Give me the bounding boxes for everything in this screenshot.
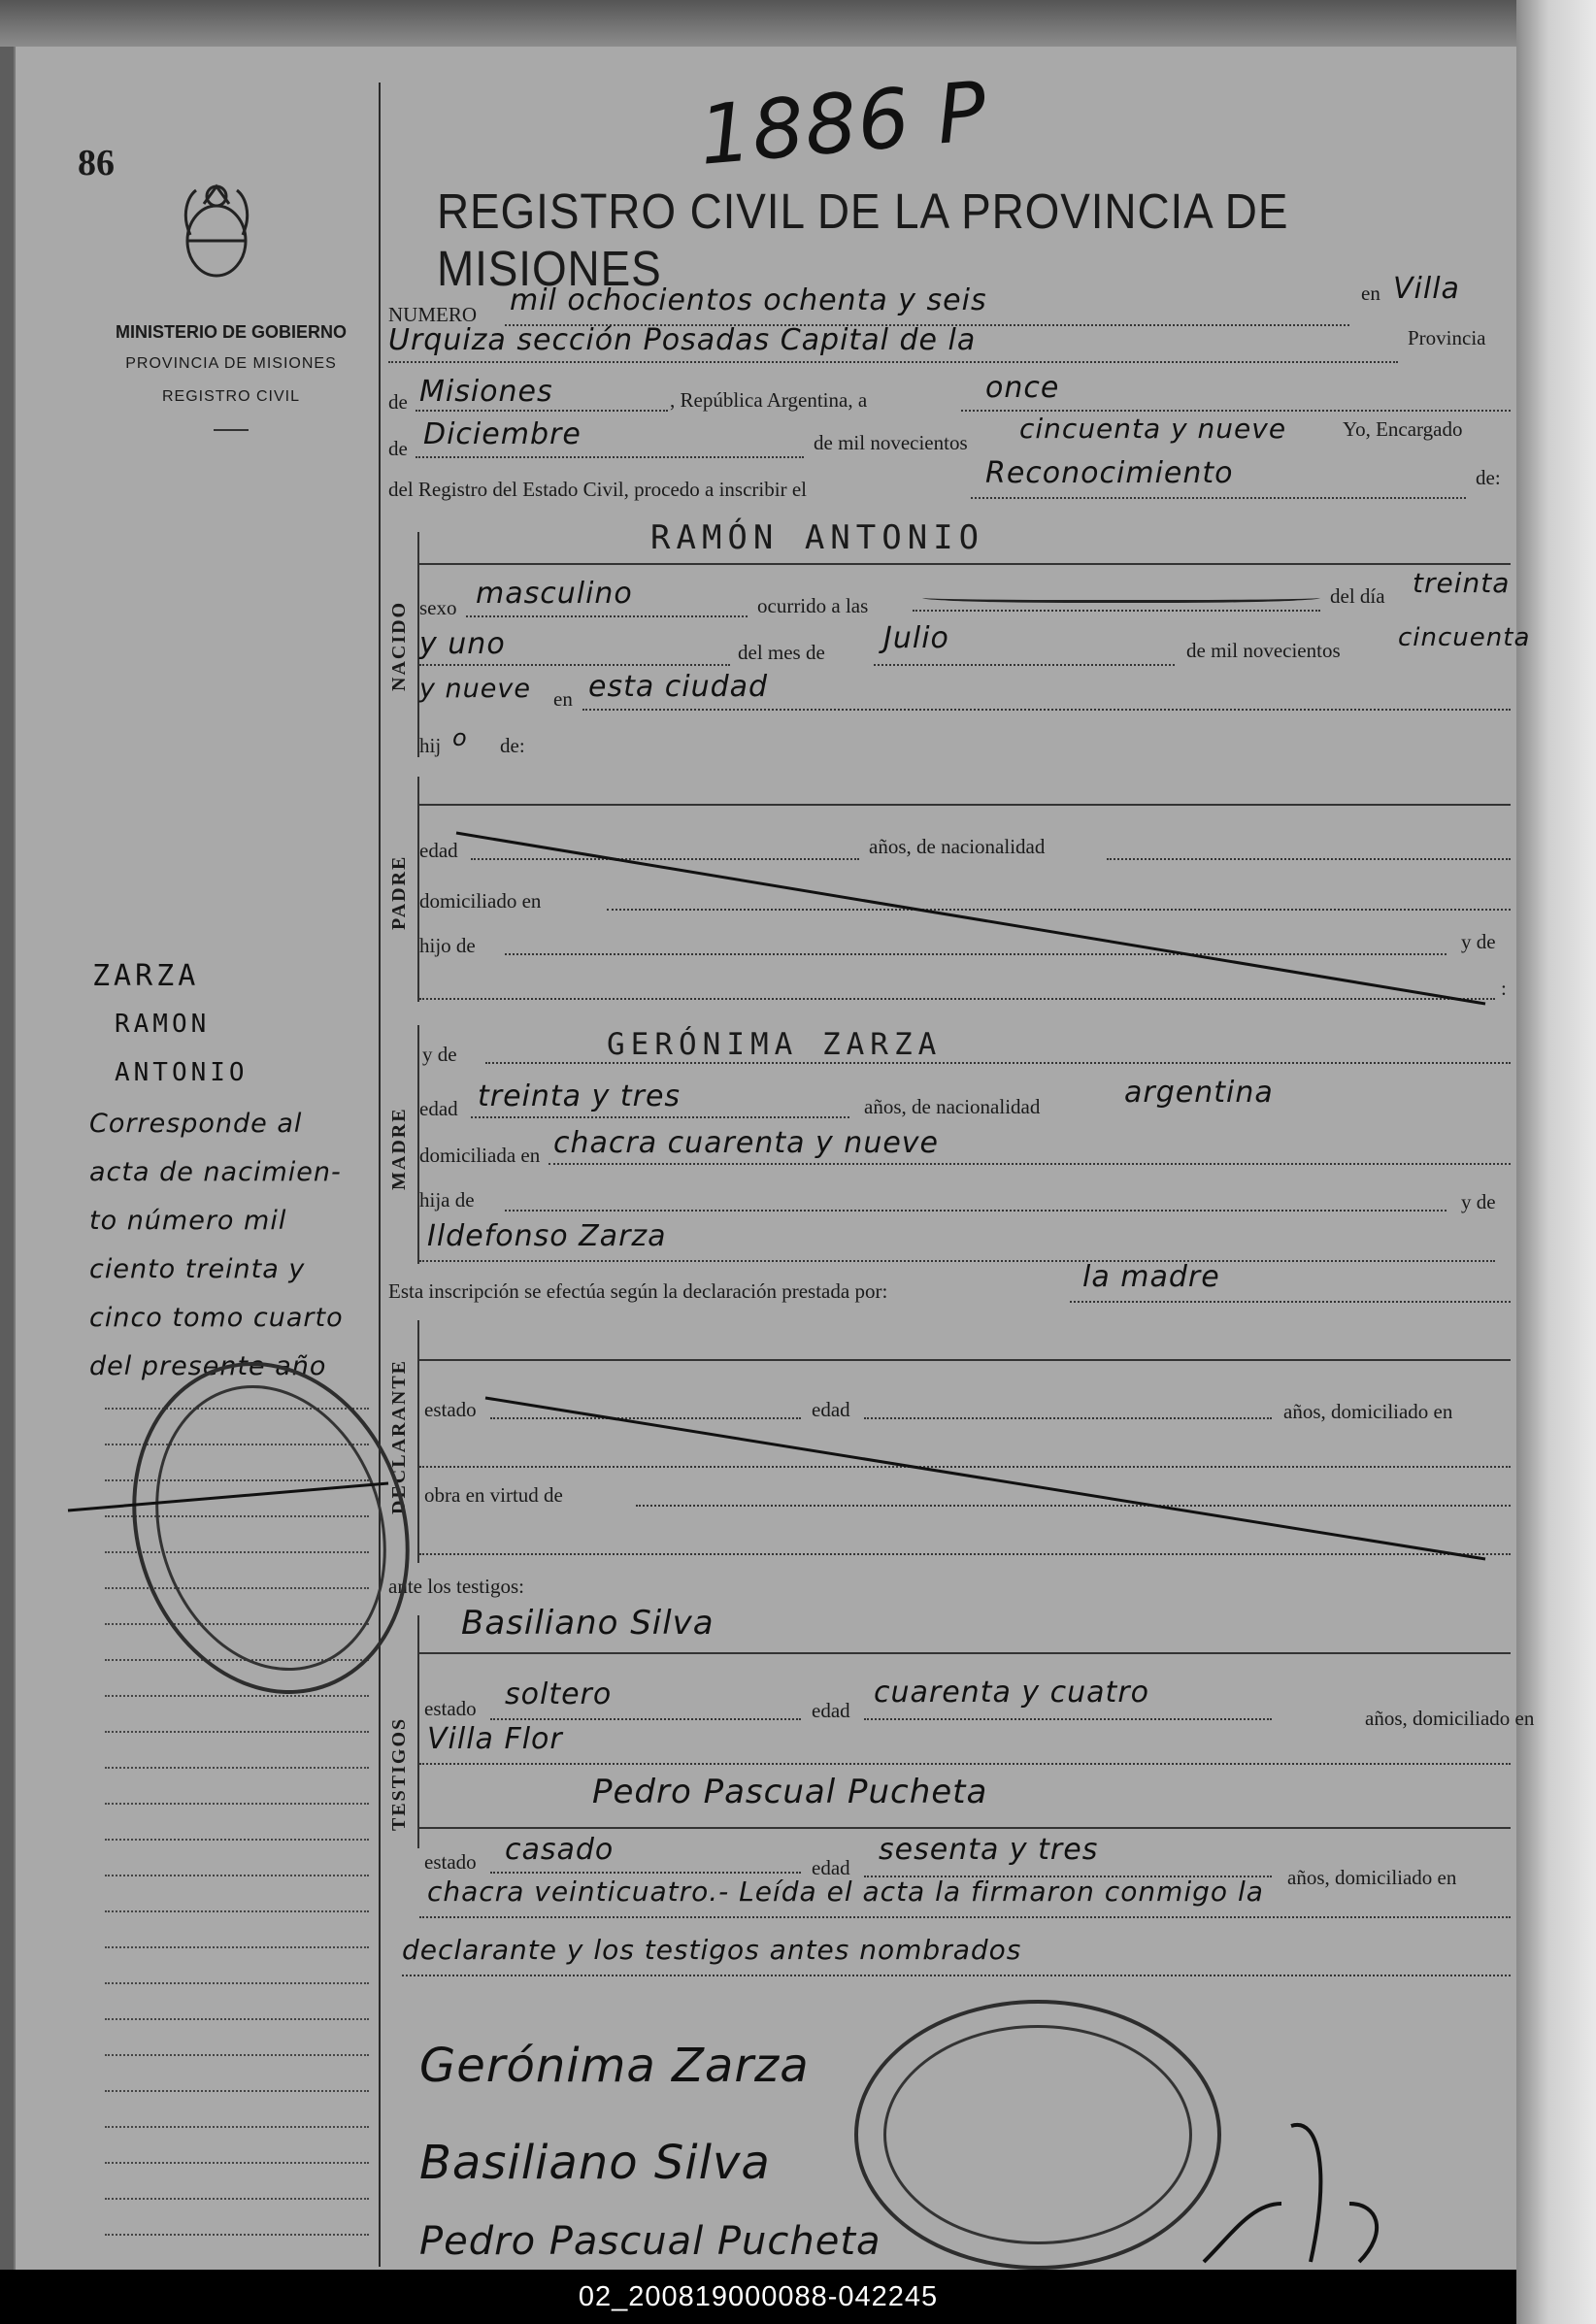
testigo2-estado-label: estado (424, 1850, 477, 1874)
margin-surname: ZARZA (92, 959, 200, 993)
padre-section-label: PADRE (388, 854, 410, 930)
testigo2-name: Pedro Pascual Pucheta (592, 1773, 988, 1811)
sexo-label: sexo (419, 596, 457, 619)
testigo2-edad: sesenta y tres (879, 1833, 1099, 1867)
hijo-label: hij (419, 734, 442, 757)
mes-value-n: Julio (883, 621, 949, 655)
madre-name: GERÓNIMA ZARZA (607, 1027, 943, 1062)
dia-value: once (985, 371, 1060, 405)
en-value: Villa (1393, 272, 1460, 306)
padre-edad-label: edad (419, 839, 458, 862)
ministry-label: MINISTERIO DE GOBIERNO (115, 322, 348, 342)
registro-label: del Registro del Estado Civil, procedo a inscribir el (388, 478, 807, 501)
republica-label: , República Argentina, a (670, 388, 868, 412)
anio-value-n: cincuenta (1398, 623, 1531, 652)
image-caption: 02_200819000088-042245 (0, 2270, 1516, 2324)
padre-anos-label: años, de nacionalidad (869, 835, 1046, 858)
margin-note-6: del presente año (89, 1351, 327, 1381)
line2-value: Urquiza sección Posadas Capital de la (388, 323, 977, 357)
declarante-edad-label: edad (812, 1398, 850, 1421)
declarante-anos-label: años, domiciliado en (1283, 1400, 1453, 1423)
madre-edad-value: treinta y tres (478, 1079, 682, 1113)
madre-domicilio-value: chacra cuarenta y nueve (553, 1126, 940, 1160)
margin-note-5: cinco tomo cuarto (89, 1303, 344, 1333)
mes-value: Diciembre (423, 417, 582, 451)
nacido-section-label: NACIDO (388, 600, 410, 691)
ocurrido-label: ocurrido a las (757, 594, 869, 617)
margin-note-2: acta de nacimien- (89, 1157, 342, 1187)
folio-number: 86 (78, 143, 115, 183)
testigo2-domicilio: chacra veinticuatro.- Leída el acta la firmaron conmigo la (427, 1876, 1264, 1908)
declaracion-text: Esta inscripción se efectúa según la declaración prestada por: (388, 1279, 888, 1303)
padre-yde-label: y de (1461, 930, 1496, 953)
testigo1-name: Basiliano Silva (461, 1604, 715, 1643)
testigos-section-label: TESTIGOS (388, 1716, 410, 1831)
sexo-value: masculino (476, 577, 633, 611)
dia-value-2: y uno (419, 627, 506, 661)
testigo1-domicilio: Villa Flor (427, 1722, 563, 1756)
de-colon: de: (1476, 466, 1501, 489)
novecientos-label: de mil novecientos (814, 431, 968, 454)
margin-name1: RAMON (115, 1010, 211, 1039)
dia-value-1: treinta (1413, 567, 1511, 599)
signature-2: Basiliano Silva (419, 2136, 771, 2190)
padre-colon: : (1501, 977, 1507, 1000)
madre-anos-label: años, de nacionalidad (864, 1095, 1041, 1118)
provincia-label: Provincia (1408, 326, 1486, 349)
margin-note-3: to número mil (89, 1206, 287, 1236)
margin-name2: ANTONIO (115, 1058, 249, 1087)
madre-nacionalidad-value: argentina (1124, 1076, 1274, 1110)
anio-value: cincuenta y nueve (1019, 413, 1287, 445)
closing-text: declarante y los testigos antes nombrados (402, 1934, 1022, 1966)
madre-padres-value: Ildefonso Zarza (427, 1219, 667, 1253)
dia-label: del día (1330, 584, 1385, 608)
hijo-suffix: o (452, 724, 468, 751)
testigos-intro: ante los testigos: (388, 1575, 524, 1598)
testigo2-edad-label: edad (812, 1856, 850, 1879)
office-label: REGISTRO CIVIL (161, 388, 301, 405)
testigo2-anos-label: años, domiciliado en (1287, 1866, 1457, 1889)
declarante-section-label: DECLARANTE (388, 1358, 410, 1514)
numero-value: mil ochocientos ochenta y seis (510, 283, 987, 317)
declaracion-value: la madre (1082, 1260, 1220, 1294)
lugar-value: esta ciudad (588, 670, 769, 704)
province-label: PROVINCIA DE MISIONES (125, 355, 337, 372)
acto-value: Reconocimiento (985, 456, 1234, 490)
madre-yde-label: y de (422, 1043, 457, 1066)
testigo2-estado: casado (505, 1833, 615, 1867)
de-label: de (388, 390, 408, 414)
margin-note-1: Corresponde al (89, 1109, 303, 1139)
mes-label: del mes de (738, 641, 825, 664)
de2-label: de (388, 437, 408, 460)
madre-edad-label: edad (419, 1097, 458, 1120)
testigo1-edad-label: edad (812, 1699, 850, 1722)
novecientos-label-n: de mil novecientos (1186, 639, 1341, 662)
testigo1-edad: cuarenta y cuatro (874, 1676, 1150, 1710)
page-title: REGISTRO CIVIL DE LA PROVINCIA DE MISIONES (437, 183, 1289, 296)
madre-yde2-label: y de (1461, 1190, 1496, 1213)
en-label: en (1361, 282, 1380, 305)
encargado-label: Yo, Encargado (1343, 417, 1463, 441)
hijo-de-label: de: (500, 734, 525, 757)
en-label-n: en (553, 687, 573, 711)
nacido-name: RAMÓN ANTONIO (650, 518, 985, 557)
numero-label: NUMERO (388, 303, 478, 326)
madre-hija-label: hija de (419, 1188, 475, 1212)
anio-value-n2: y nueve (419, 674, 531, 704)
margin-note-4: ciento treinta y (89, 1254, 306, 1284)
testigo1-estado: soltero (505, 1677, 613, 1711)
madre-domiciliada-label: domiciliada en (419, 1144, 541, 1167)
signature-3: Pedro Pascual Pucheta (419, 2219, 881, 2264)
padre-domiciliado-label: domiciliado en (419, 889, 542, 913)
padre-hijo-label: hijo de (419, 934, 476, 957)
declarante-estado-label: estado (424, 1398, 477, 1421)
de-value: Misiones (419, 375, 553, 409)
handwritten-reference: 1886 P (695, 63, 991, 183)
testigo1-estado-label: estado (424, 1697, 477, 1720)
declarante-obra-label: obra en virtud de (424, 1483, 563, 1507)
signature-1: Gerónima Zarza (419, 2039, 810, 2093)
testigo1-anos-label: años, domiciliado en (1365, 1707, 1535, 1730)
madre-section-label: MADRE (388, 1107, 410, 1190)
